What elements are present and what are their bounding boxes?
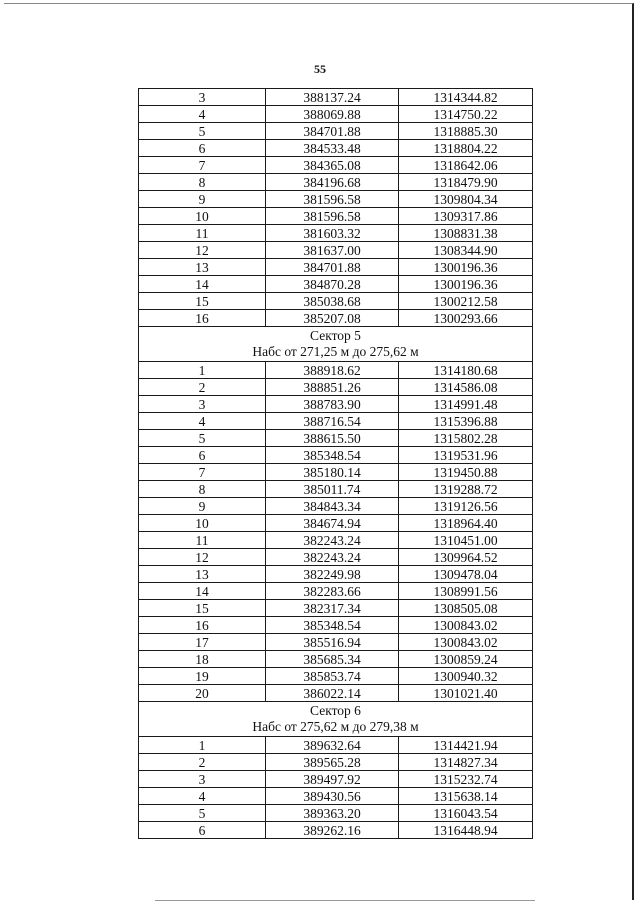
point-number-cell: 5 xyxy=(139,123,266,140)
point-number-cell: 13 xyxy=(139,259,266,276)
table-row xyxy=(139,617,533,634)
table-row xyxy=(139,805,533,822)
point-number-cell: 4 xyxy=(139,106,266,123)
table-row xyxy=(139,481,533,498)
point-number-cell: 6 xyxy=(139,447,266,464)
page-number: 55 xyxy=(314,62,326,76)
y-coordinate-cell: 1308344.90 xyxy=(399,242,533,259)
point-number-cell: 15 xyxy=(139,293,266,310)
table-row xyxy=(139,242,533,259)
point-number-cell: 8 xyxy=(139,481,266,498)
y-coordinate-cell: 1300859.24 xyxy=(399,651,533,668)
x-coordinate-cell: 385853.74 xyxy=(266,668,399,685)
point-number-cell: 5 xyxy=(139,430,266,447)
x-coordinate-cell: 384196.68 xyxy=(266,174,399,191)
x-coordinate-cell: 388918.62 xyxy=(266,362,399,379)
y-coordinate-cell: 1314421.94 xyxy=(399,737,533,754)
y-coordinate-cell: 1318804.22 xyxy=(399,140,533,157)
y-coordinate-cell: 1300212.58 xyxy=(399,293,533,310)
y-coordinate-cell: 1316043.54 xyxy=(399,805,533,822)
y-coordinate-cell: 1319531.96 xyxy=(399,447,533,464)
sector-title: Сектор 5 xyxy=(310,328,361,343)
x-coordinate-cell: 384674.94 xyxy=(266,515,399,532)
y-coordinate-cell: 1300843.02 xyxy=(399,617,533,634)
table-row xyxy=(139,106,533,123)
y-coordinate-cell: 1314586.08 xyxy=(399,379,533,396)
y-coordinate-cell: 1301021.40 xyxy=(399,685,533,702)
y-coordinate-cell: 1308991.56 xyxy=(399,583,533,600)
table-row xyxy=(139,208,533,225)
table-row xyxy=(139,566,533,583)
point-number-cell: 2 xyxy=(139,754,266,771)
x-coordinate-cell: 388851.26 xyxy=(266,379,399,396)
x-coordinate-cell: 385180.14 xyxy=(266,464,399,481)
y-coordinate-cell: 1316448.94 xyxy=(399,822,533,839)
y-coordinate-cell: 1318964.40 xyxy=(399,515,533,532)
y-coordinate-cell: 1315638.14 xyxy=(399,788,533,805)
point-number-cell: 3 xyxy=(139,89,266,106)
point-number-cell: 14 xyxy=(139,276,266,293)
x-coordinate-cell: 388783.90 xyxy=(266,396,399,413)
x-coordinate-cell: 382283.66 xyxy=(266,583,399,600)
y-coordinate-cell: 1319126.56 xyxy=(399,498,533,515)
x-coordinate-cell: 389262.16 xyxy=(266,822,399,839)
table-row xyxy=(139,583,533,600)
x-coordinate-cell: 381596.58 xyxy=(266,208,399,225)
y-coordinate-cell: 1319450.88 xyxy=(399,464,533,481)
table-row xyxy=(139,754,533,771)
point-number-cell: 6 xyxy=(139,822,266,839)
x-coordinate-cell: 385348.54 xyxy=(266,617,399,634)
coordinates-table-body xyxy=(139,89,533,839)
sector-elevation-range: Набс от 275,62 м до 279,38 м xyxy=(252,719,419,734)
x-coordinate-cell: 382243.24 xyxy=(266,549,399,566)
table-row xyxy=(139,174,533,191)
point-number-cell: 16 xyxy=(139,310,266,327)
table-row xyxy=(139,396,533,413)
x-coordinate-cell: 384843.34 xyxy=(266,498,399,515)
point-number-cell: 8 xyxy=(139,174,266,191)
point-number-cell: 20 xyxy=(139,685,266,702)
x-coordinate-cell: 388716.54 xyxy=(266,413,399,430)
sector-header-row xyxy=(139,702,533,737)
table-row xyxy=(139,191,533,208)
point-number-cell: 13 xyxy=(139,566,266,583)
point-number-cell: 6 xyxy=(139,140,266,157)
point-number-cell: 15 xyxy=(139,600,266,617)
page-bottom-rule xyxy=(155,900,535,901)
x-coordinate-cell: 381603.32 xyxy=(266,225,399,242)
table-row xyxy=(139,685,533,702)
point-number-cell: 17 xyxy=(139,634,266,651)
y-coordinate-cell: 1318885.30 xyxy=(399,123,533,140)
x-coordinate-cell: 389565.28 xyxy=(266,754,399,771)
x-coordinate-cell: 389363.20 xyxy=(266,805,399,822)
point-number-cell: 4 xyxy=(139,788,266,805)
x-coordinate-cell: 385038.68 xyxy=(266,293,399,310)
y-coordinate-cell: 1309804.34 xyxy=(399,191,533,208)
y-coordinate-cell: 1314344.82 xyxy=(399,89,533,106)
x-coordinate-cell: 384365.08 xyxy=(266,157,399,174)
table-row xyxy=(139,549,533,566)
point-number-cell: 11 xyxy=(139,532,266,549)
point-number-cell: 11 xyxy=(139,225,266,242)
y-coordinate-cell: 1315802.28 xyxy=(399,430,533,447)
y-coordinate-cell: 1308831.38 xyxy=(399,225,533,242)
table-row xyxy=(139,737,533,754)
x-coordinate-cell: 389632.64 xyxy=(266,737,399,754)
y-coordinate-cell: 1314827.34 xyxy=(399,754,533,771)
table-row xyxy=(139,157,533,174)
y-coordinate-cell: 1308505.08 xyxy=(399,600,533,617)
coordinates-table xyxy=(138,88,533,839)
table-row xyxy=(139,668,533,685)
table-row xyxy=(139,634,533,651)
x-coordinate-cell: 385516.94 xyxy=(266,634,399,651)
y-coordinate-cell: 1309964.52 xyxy=(399,549,533,566)
y-coordinate-cell: 1300940.32 xyxy=(399,668,533,685)
point-number-cell: 10 xyxy=(139,208,266,225)
point-number-cell: 14 xyxy=(139,583,266,600)
point-number-cell: 3 xyxy=(139,396,266,413)
point-number-cell: 5 xyxy=(139,805,266,822)
table-row xyxy=(139,413,533,430)
table-row xyxy=(139,532,533,549)
y-coordinate-cell: 1319288.72 xyxy=(399,481,533,498)
table-row xyxy=(139,515,533,532)
table-row xyxy=(139,464,533,481)
x-coordinate-cell: 384701.88 xyxy=(266,123,399,140)
x-coordinate-cell: 389497.92 xyxy=(266,771,399,788)
table-row xyxy=(139,771,533,788)
table-row xyxy=(139,600,533,617)
y-coordinate-cell: 1300843.02 xyxy=(399,634,533,651)
point-number-cell: 7 xyxy=(139,157,266,174)
table-row xyxy=(139,225,533,242)
x-coordinate-cell: 382249.98 xyxy=(266,566,399,583)
table-row xyxy=(139,276,533,293)
x-coordinate-cell: 384533.48 xyxy=(266,140,399,157)
coordinates-table-container xyxy=(138,88,531,839)
table-row xyxy=(139,447,533,464)
point-number-cell: 9 xyxy=(139,498,266,515)
y-coordinate-cell: 1300293.66 xyxy=(399,310,533,327)
table-row xyxy=(139,788,533,805)
table-row xyxy=(139,379,533,396)
x-coordinate-cell: 385348.54 xyxy=(266,447,399,464)
point-number-cell: 2 xyxy=(139,379,266,396)
y-coordinate-cell: 1314991.48 xyxy=(399,396,533,413)
point-number-cell: 16 xyxy=(139,617,266,634)
x-coordinate-cell: 381596.58 xyxy=(266,191,399,208)
point-number-cell: 1 xyxy=(139,362,266,379)
y-coordinate-cell: 1315396.88 xyxy=(399,413,533,430)
y-coordinate-cell: 1309317.86 xyxy=(399,208,533,225)
table-row xyxy=(139,89,533,106)
x-coordinate-cell: 381637.00 xyxy=(266,242,399,259)
x-coordinate-cell: 386022.14 xyxy=(266,685,399,702)
point-number-cell: 1 xyxy=(139,737,266,754)
y-coordinate-cell: 1310451.00 xyxy=(399,532,533,549)
sector-title: Сектор 6 xyxy=(310,703,361,718)
y-coordinate-cell: 1314180.68 xyxy=(399,362,533,379)
x-coordinate-cell: 385685.34 xyxy=(266,651,399,668)
table-row xyxy=(139,123,533,140)
y-coordinate-cell: 1315232.74 xyxy=(399,771,533,788)
y-coordinate-cell: 1300196.36 xyxy=(399,259,533,276)
y-coordinate-cell: 1300196.36 xyxy=(399,276,533,293)
table-row xyxy=(139,259,533,276)
table-row xyxy=(139,498,533,515)
x-coordinate-cell: 384701.88 xyxy=(266,259,399,276)
x-coordinate-cell: 382243.24 xyxy=(266,532,399,549)
sector-header-row xyxy=(139,327,533,362)
table-row xyxy=(139,293,533,310)
y-coordinate-cell: 1314750.22 xyxy=(399,106,533,123)
x-coordinate-cell: 388615.50 xyxy=(266,430,399,447)
table-row xyxy=(139,362,533,379)
sector-elevation-range: Набс от 271,25 м до 275,62 м xyxy=(252,344,419,359)
table-row xyxy=(139,822,533,839)
point-number-cell: 19 xyxy=(139,668,266,685)
x-coordinate-cell: 382317.34 xyxy=(266,600,399,617)
sector-header-cell xyxy=(139,702,533,737)
point-number-cell: 10 xyxy=(139,515,266,532)
point-number-cell: 12 xyxy=(139,242,266,259)
point-number-cell: 4 xyxy=(139,413,266,430)
point-number-cell: 7 xyxy=(139,464,266,481)
x-coordinate-cell: 388137.24 xyxy=(266,89,399,106)
x-coordinate-cell: 385011.74 xyxy=(266,481,399,498)
point-number-cell: 3 xyxy=(139,771,266,788)
table-row xyxy=(139,140,533,157)
y-coordinate-cell: 1318479.90 xyxy=(399,174,533,191)
x-coordinate-cell: 389430.56 xyxy=(266,788,399,805)
table-row xyxy=(139,430,533,447)
table-row xyxy=(139,651,533,668)
point-number-cell: 12 xyxy=(139,549,266,566)
y-coordinate-cell: 1318642.06 xyxy=(399,157,533,174)
x-coordinate-cell: 388069.88 xyxy=(266,106,399,123)
x-coordinate-cell: 385207.08 xyxy=(266,310,399,327)
sector-header-cell xyxy=(139,327,533,362)
point-number-cell: 18 xyxy=(139,651,266,668)
y-coordinate-cell: 1309478.04 xyxy=(399,566,533,583)
point-number-cell: 9 xyxy=(139,191,266,208)
table-row xyxy=(139,310,533,327)
x-coordinate-cell: 384870.28 xyxy=(266,276,399,293)
